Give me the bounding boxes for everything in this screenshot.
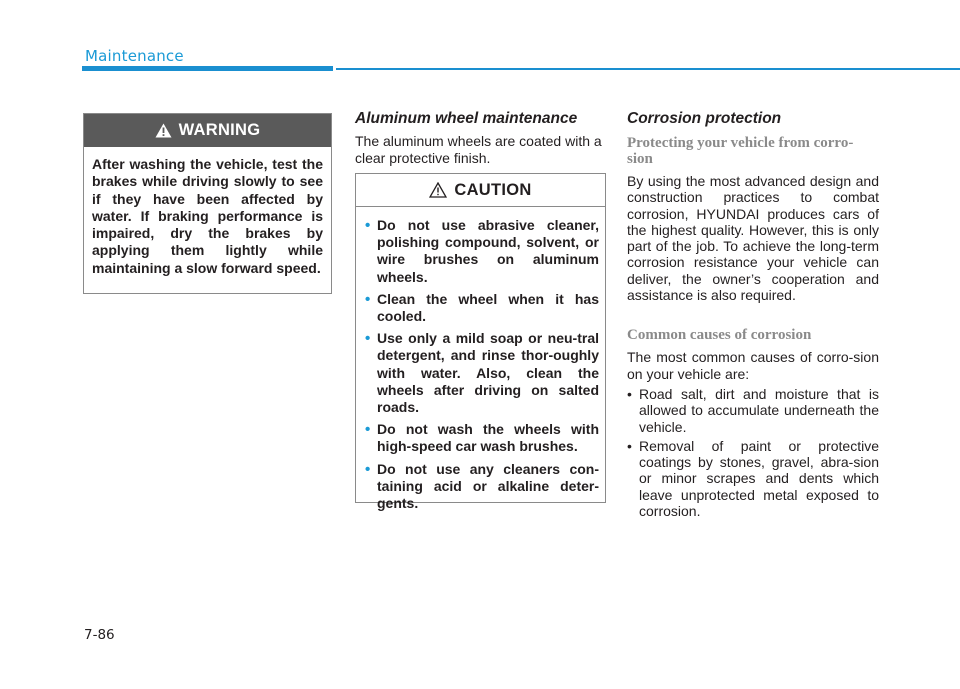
bullet-dot-icon: • xyxy=(365,460,371,478)
bullet-dot-icon: • xyxy=(627,437,632,454)
list-item-text: Road salt, dirt and moisture that is allowed to accumulate underneath the vehicle. xyxy=(639,385,879,435)
caution-item-text: Do not wash the wheels with high-speed car wash brushes. xyxy=(377,421,599,455)
corrosion-subheading-protecting: Protecting your vehicle from corro-sion xyxy=(627,135,854,167)
caution-item xyxy=(365,421,599,455)
caution-item xyxy=(365,291,599,325)
caution-item-text: Use only a mild soap or neu-tral detergent, and rinse thor-oughly with water. Also, clean the wheels after driving on salted roads. xyxy=(377,330,599,416)
corrosion-paragraph: By using the most advanced design and construction practices to combat corrosion, HYUNDAI produces cars of the highest quality. However, this is only part of the job. To achieve the long-term corrosion resistance your vehicle can deliver, the owner’s cooperation and assistance is also required. xyxy=(627,173,879,304)
caution-triangle-icon xyxy=(429,182,447,198)
list-item-text: Removal of paint or protective coatings by stones, gravel, abra-sion or minor scrapes and dents which leave unprotected metal exposed to corrosion. xyxy=(639,437,879,520)
list-item xyxy=(627,386,879,435)
warning-triangle-icon xyxy=(155,123,172,138)
caution-item xyxy=(365,217,599,286)
corrosion-causes-intro: The most common causes of corro-sion on your vehicle are: xyxy=(627,349,879,382)
aluminum-text: The aluminum wheels are coated with a clear protective finish. xyxy=(355,133,602,166)
caution-box xyxy=(355,173,606,512)
caution-item xyxy=(365,330,599,416)
caution-title: CAUTION xyxy=(454,180,532,199)
bullet-dot-icon: • xyxy=(365,290,371,308)
section-header: Maintenance xyxy=(85,47,184,65)
header-rule-thin xyxy=(336,68,960,70)
caution-item xyxy=(365,461,599,513)
aluminum-heading: Aluminum wheel maintenance xyxy=(355,110,578,127)
warning-box xyxy=(83,113,332,294)
corrosion-heading: Corrosion protection xyxy=(627,110,782,127)
warning-body: After washing the vehicle, test the brakes while driving slowly to see if they have been affected by water. If braking performance is impaired, dry the brakes by applying them lightly while maintaining a slow forward speed. xyxy=(92,156,323,276)
list-item xyxy=(627,438,879,519)
caution-item-text: Do not use any cleaners con-taining acid or alkaline deter-gents. xyxy=(377,460,599,512)
caution-item-text: Do not use abrasive cleaner, polishing compound, solvent, or wire brushes on aluminum wheels. xyxy=(377,217,599,285)
bullet-dot-icon: • xyxy=(627,385,632,402)
warning-header xyxy=(84,114,331,147)
warning-title: WARNING xyxy=(178,121,261,139)
bullet-dot-icon: • xyxy=(365,217,371,234)
page-number: 7-86 xyxy=(84,627,115,643)
corrosion-subheading-causes: Common causes of corrosion xyxy=(627,327,812,344)
bullet-dot-icon: • xyxy=(365,421,371,439)
caution-list xyxy=(356,207,605,512)
bullet-dot-icon: • xyxy=(365,330,371,348)
header-rule-thick xyxy=(82,66,333,71)
corrosion-causes-list xyxy=(627,386,879,519)
corrosion-column xyxy=(627,110,879,522)
caution-item-text: Clean the wheel when it has cooled. xyxy=(377,290,599,325)
caution-header xyxy=(356,174,605,207)
